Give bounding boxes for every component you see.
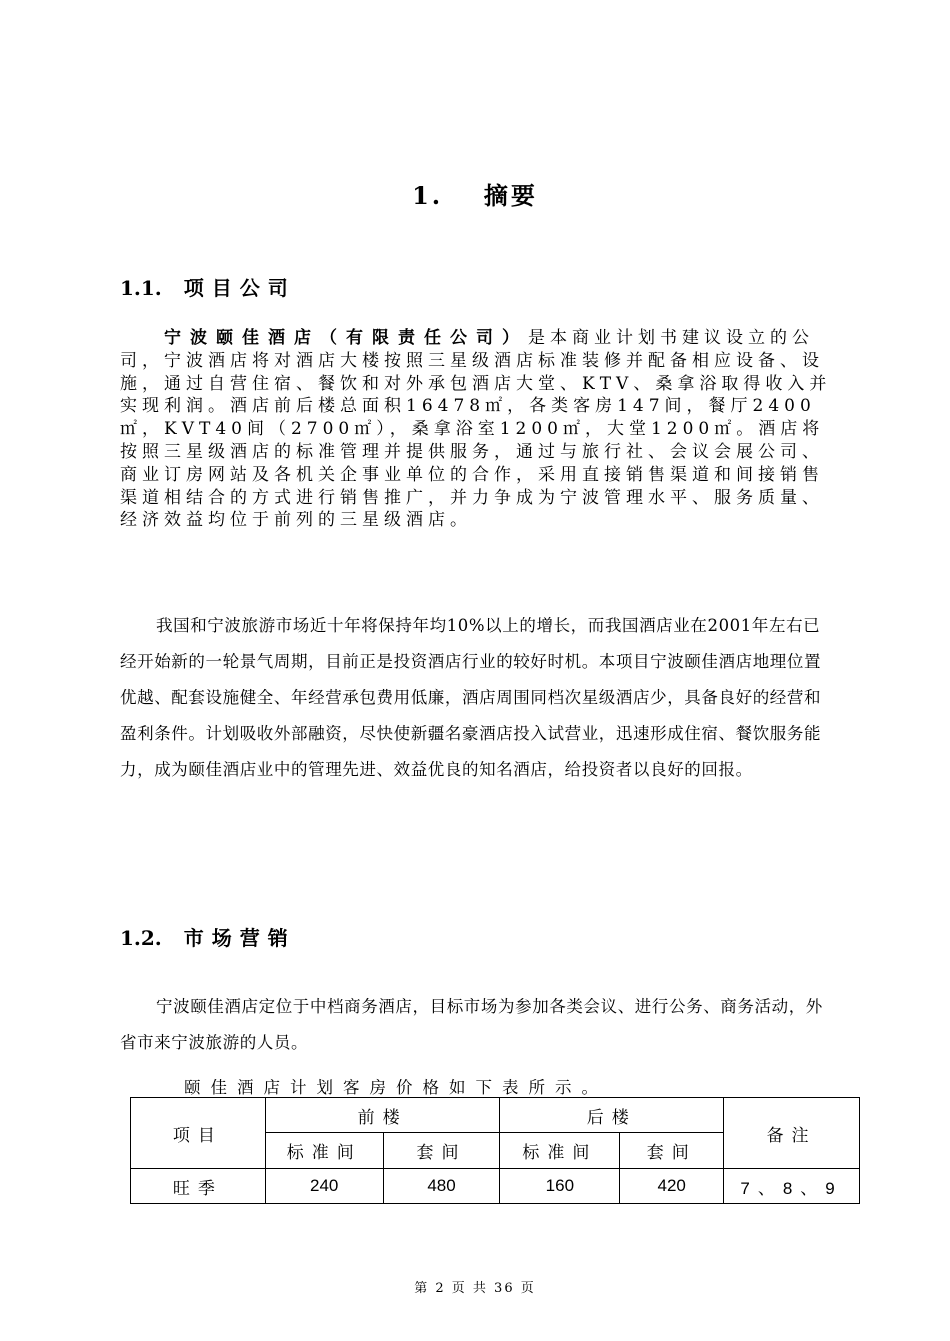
company-name: 宁波颐佳酒店（有限责任公司） bbox=[164, 328, 528, 348]
section-number: 1.2. bbox=[120, 926, 162, 950]
section-heading-project-company bbox=[120, 272, 296, 301]
cell-back-suite: 420 bbox=[620, 1169, 724, 1204]
header-back-standard: 标准间 bbox=[500, 1133, 620, 1169]
room-price-table bbox=[130, 1097, 860, 1204]
positioning-paragraph bbox=[120, 989, 832, 1061]
table-caption: 颐佳酒店计划客房价格如下表所示。 bbox=[184, 1078, 608, 1097]
page-heading bbox=[0, 176, 950, 211]
cell-remark: 7、8、9 bbox=[724, 1169, 860, 1204]
section-title: 市场营销 bbox=[183, 926, 296, 950]
company-intro-text: 是本商业计划书建议设立的公司，宁波酒店将对酒店大楼按照三星级酒店标准装修并配备相应设备、设施，通过自营住宿、餐饮和对外承包酒店大堂、KTV、桑拿浴取得收入并实现利润。酒店前后楼总面积16478㎡，各类客房147间，餐厅2400㎡，KVT40间（2700㎡），桑拿浴室1200㎡，大堂1200㎡。酒店将按照三星级酒店的标准管理并提供服务，通过与旅行社、会议会展公司、商业订房网站及各机关企事业单位的合作，采用直接销售渠道和间接销售渠道相结合的方式进行销售推广，并力争成为宁波管理水平、服务质量、经济效益均位于前列的三星级酒店。 bbox=[120, 328, 832, 531]
header-back-building: 后楼 bbox=[500, 1098, 724, 1133]
header-remark: 备注 bbox=[724, 1098, 860, 1169]
heading-title: 摘要 bbox=[483, 181, 538, 210]
heading-number: 1. bbox=[412, 181, 444, 210]
cell-back-standard: 160 bbox=[500, 1169, 620, 1204]
header-item: 项目 bbox=[131, 1098, 266, 1169]
header-back-suite: 套间 bbox=[620, 1133, 724, 1169]
header-front-building: 前楼 bbox=[265, 1098, 500, 1133]
cell-front-suite: 480 bbox=[383, 1169, 500, 1204]
header-front-suite: 套间 bbox=[383, 1133, 500, 1169]
header-front-standard: 标准间 bbox=[265, 1133, 383, 1169]
page-footer: 第 2 页 共 36 页 bbox=[414, 1281, 536, 1296]
table-row bbox=[131, 1169, 860, 1204]
section-title: 项目公司 bbox=[183, 276, 296, 300]
section-number: 1.1. bbox=[120, 276, 162, 300]
company-intro-paragraph bbox=[120, 327, 832, 532]
row-label: 旺季 bbox=[131, 1169, 266, 1204]
market-outlook-paragraph bbox=[120, 608, 832, 788]
market-outlook-text: 我国和宁波旅游市场近十年将保持年均10%以上的增长，而我国酒店业在2001年左右已经开始新的一轮景气周期，目前正是投资酒店行业的较好时机。本项目宁波颐佳酒店地理位置优越、配套设施健全、年经营承包费用低廉，酒店周围同档次星级酒店少，具备良好的经营和盈利条件。计划吸收外部融资，尽快使新疆名豪酒店投入试营业，迅速形成住宿、餐饮服务能力，成为颐佳酒店业中的管理先进、效益优良的知名酒店，给投资者以良好的回报。 bbox=[120, 616, 822, 779]
section-heading-marketing bbox=[120, 922, 296, 951]
cell-front-standard: 240 bbox=[265, 1169, 383, 1204]
positioning-text: 宁波颐佳酒店定位于中档商务酒店，目标市场为参加各类会议、进行公务、商务活动，外省市来宁波旅游的人员。 bbox=[120, 997, 823, 1052]
